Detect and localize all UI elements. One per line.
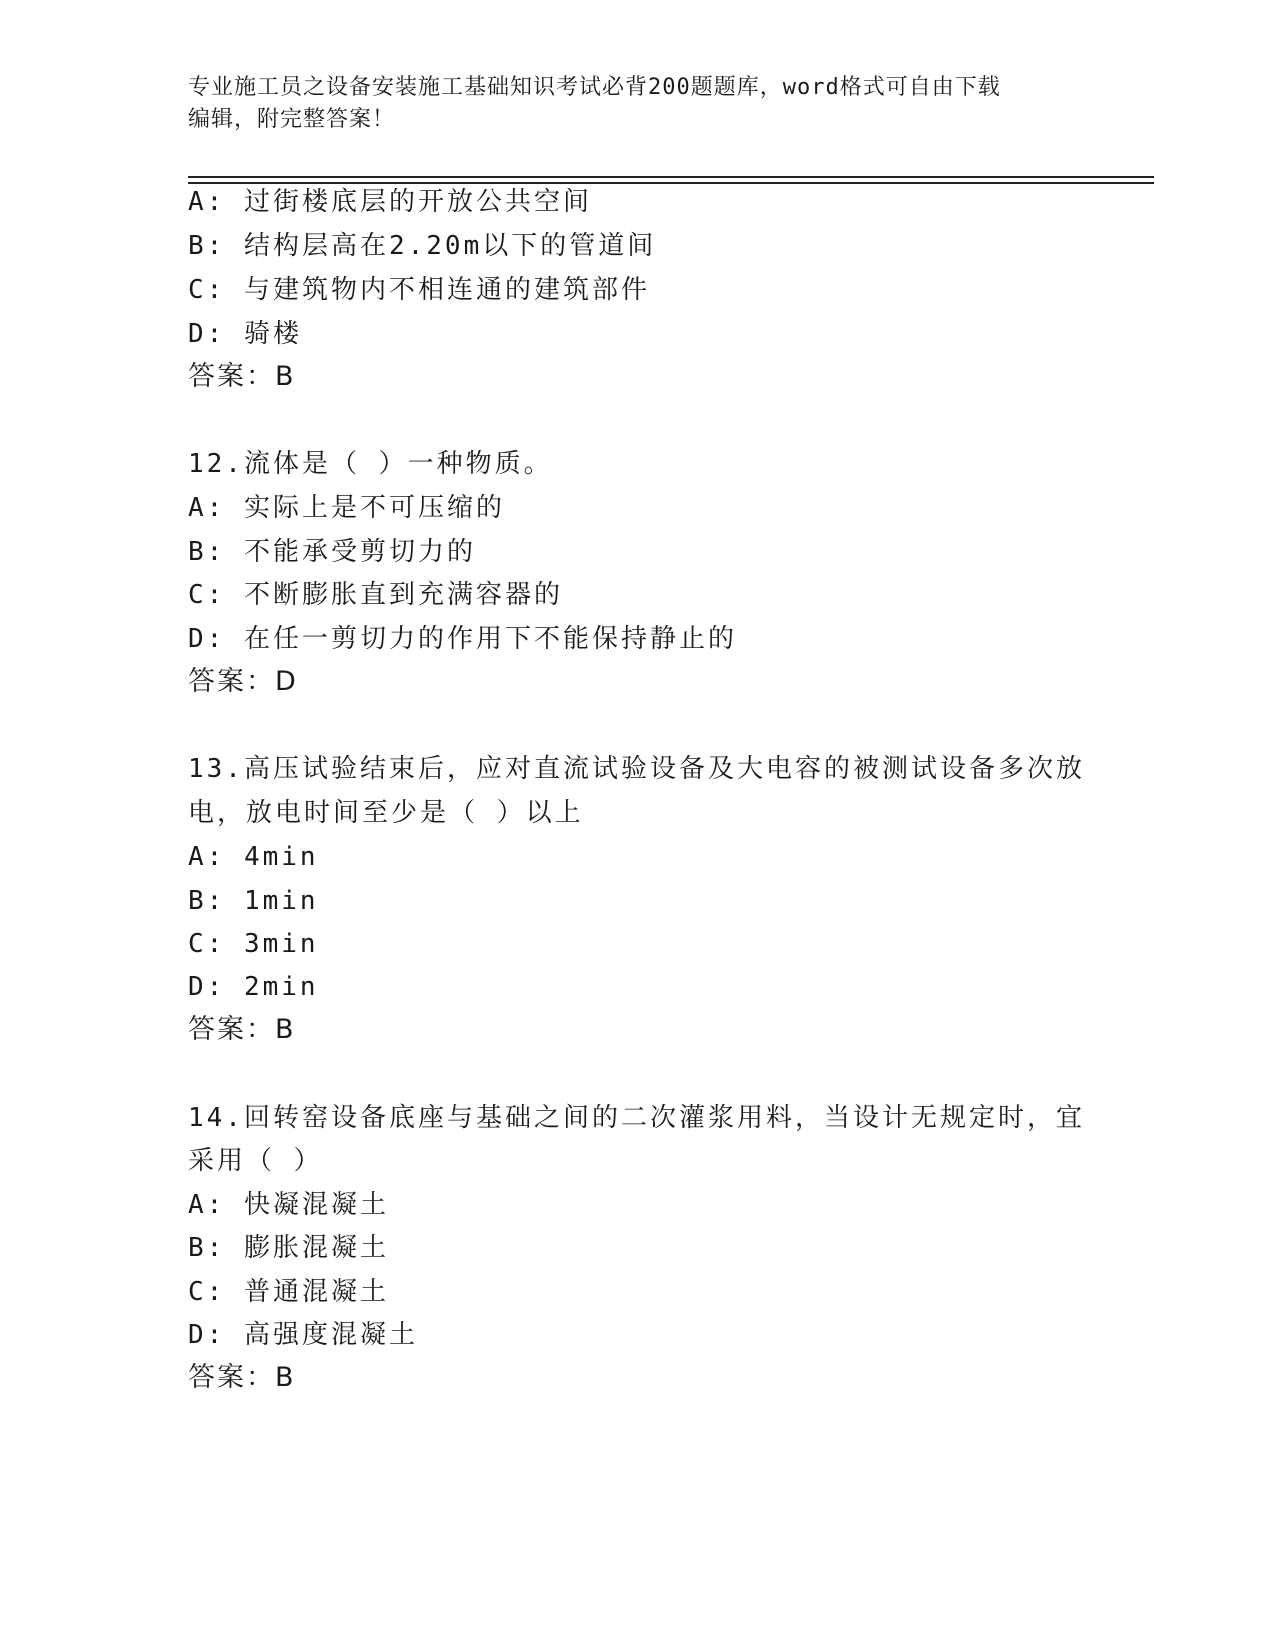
q11-option-c: C: 与建筑物内不相连通的建筑部件 <box>188 275 650 305</box>
q14-option-a: A: 快凝混凝土 <box>188 1190 389 1220</box>
q12-option-c: C: 不断膨胀直到充满容器的 <box>188 580 563 610</box>
q12-stem: 12.流体是（ ）一种物质。 <box>188 449 553 479</box>
q14-answer: 答案：B <box>188 1362 296 1393</box>
header-title-line-1: 专业施工员之设备安装施工基础知识考试必背200题题库，word格式可自由下载 <box>188 75 1001 100</box>
header-divider-top <box>188 176 1154 178</box>
q11-option-a: A: 过街楼底层的开放公共空间 <box>188 187 592 217</box>
q13-option-b: B: 1min <box>188 886 319 916</box>
q14-stem-line-1: 14.回转窑设备底座与基础之间的二次灌浆用料，当设计无规定时，宜 <box>188 1103 1085 1133</box>
header-title-line-2: 编辑，附完整答案！ <box>188 107 396 132</box>
q13-stem-line-2: 电，放电时间至少是（ ）以上 <box>188 798 584 828</box>
q12-option-a: A: 实际上是不可压缩的 <box>188 493 505 523</box>
q13-answer: 答案：B <box>188 1014 296 1045</box>
q13-stem-line-1: 13.高压试验结束后，应对直流试验设备及大电容的被测试设备多次放 <box>188 754 1085 784</box>
q11-option-d: D: 骑楼 <box>188 319 302 349</box>
q11-answer: 答案：B <box>188 361 296 392</box>
q13-option-d: D: 2min <box>188 972 319 1002</box>
q14-option-c: C: 普通混凝土 <box>188 1277 389 1307</box>
q14-option-d: D: 高强度混凝土 <box>188 1320 418 1350</box>
q14-stem-line-2: 采用（ ） <box>188 1146 323 1176</box>
q12-option-d: D: 在任一剪切力的作用下不能保持静止的 <box>188 624 737 654</box>
q14-option-b: B: 膨胀混凝土 <box>188 1233 389 1263</box>
q13-option-c: C: 3min <box>188 929 319 959</box>
document-header <box>188 72 1068 136</box>
q12-answer: 答案：D <box>188 666 298 697</box>
q13-option-a: A: 4min <box>188 842 319 872</box>
q11-option-b: B: 结构层高在2.20m以下的管道间 <box>188 231 657 261</box>
q12-option-b: B: 不能承受剪切力的 <box>188 537 476 567</box>
